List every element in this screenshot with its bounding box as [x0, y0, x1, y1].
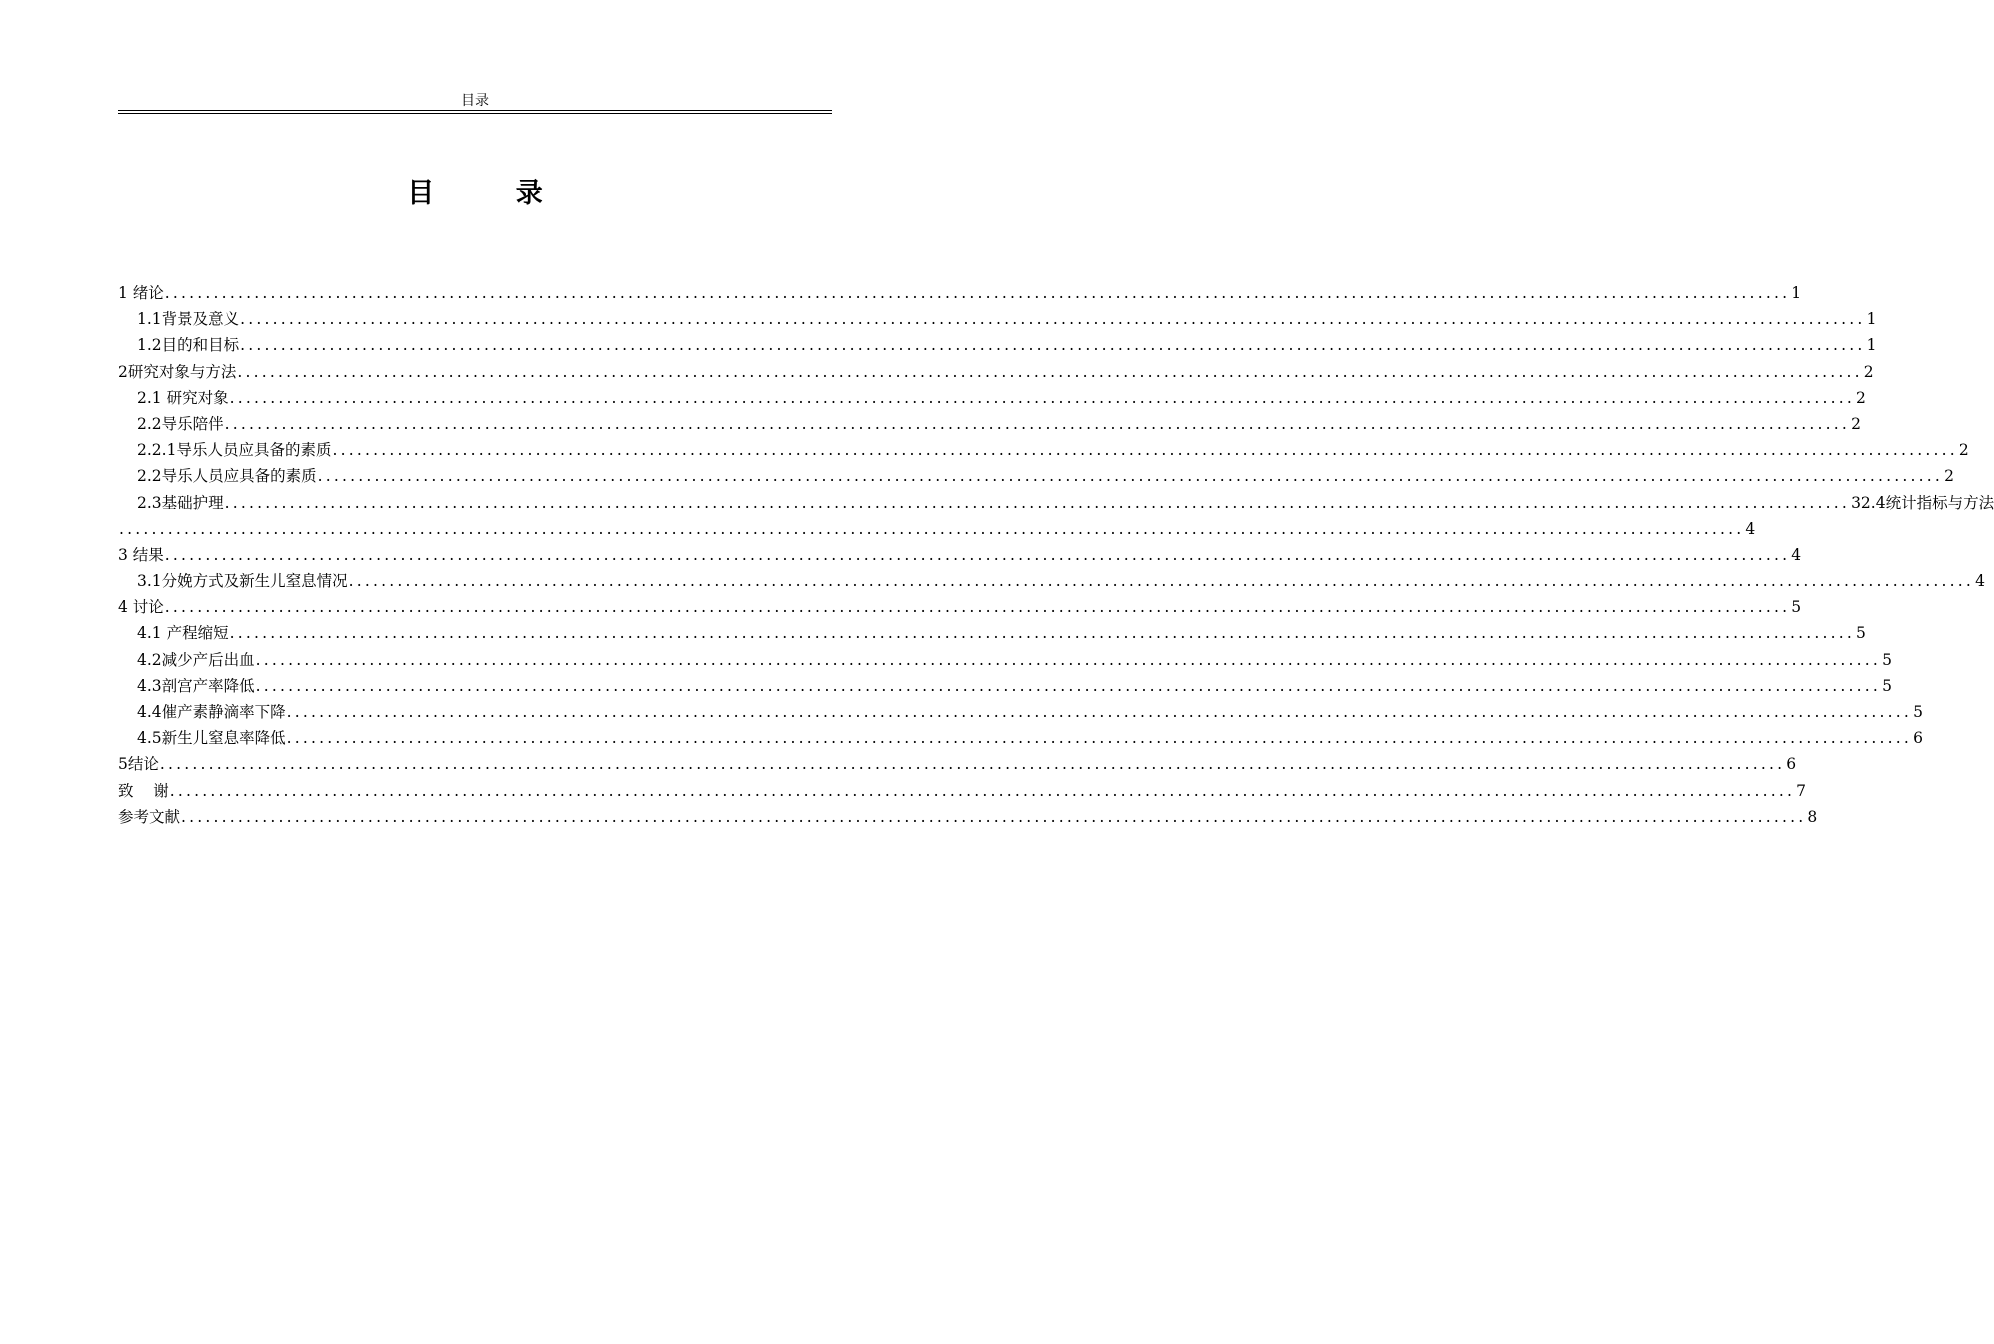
header-rule [118, 110, 832, 114]
toc-dot-leader: ........................................................................................................................................................................................................ [224, 493, 1851, 512]
toc-entry-page: 4 [1745, 519, 1756, 538]
toc-entry-label: 4.2减少产后出血 [137, 650, 255, 669]
toc-entry-page: 2 [1958, 441, 1969, 460]
toc-dot-leader: ........................................................................................................................................................................................................ [317, 467, 1944, 486]
toc-dot-leader: ........................................................................................................................................................................................................ [181, 807, 1807, 826]
toc-entry-label: 2.1 研究对象 [137, 388, 229, 407]
toc-entry[interactable] [118, 437, 1969, 463]
toc-dot-leader: ........................................................................................................................................................................................................ [332, 441, 1958, 460]
toc-entry-page: 6 [1913, 729, 1923, 748]
toc-entry-label: 1 绪论 [118, 284, 164, 302]
toc-entry-page: 4 [1791, 545, 1802, 564]
toc-entry-label: 3.1分娩方式及新生儿窒息情况 [137, 572, 348, 591]
toc-entry[interactable] [118, 306, 1877, 332]
toc-entry[interactable] [118, 778, 1806, 804]
toc-entry-page: 5 [1913, 703, 1923, 721]
toc-entry[interactable] [118, 620, 1866, 646]
toc-entry-page: 5 [1882, 676, 1892, 695]
toc-entry-page: 2 [1863, 362, 1874, 381]
toc-entry-label: 1.2目的和目标 [137, 336, 240, 355]
running-header: 目录 [461, 93, 489, 109]
toc-entry-label: 致 谢 [118, 781, 169, 800]
toc-entry-page: 4 [1975, 572, 1985, 591]
toc-entry-label: 2.2导乐陪伴 [137, 414, 224, 433]
toc-entry-label: 4 讨论 [118, 598, 164, 617]
toc-entry-page: 5 [1791, 598, 1802, 617]
toc-entry-page: 32.4统计指标与方法 [1851, 493, 1994, 512]
toc-entry-page: 5 [1882, 650, 1892, 669]
toc-entry[interactable] [118, 751, 1797, 777]
toc-entry-label: 4.1 产程缩短 [137, 624, 229, 643]
toc-entry[interactable] [118, 594, 1802, 620]
toc-dot-leader: ........................................................................................................................................................................................................ [229, 624, 1855, 643]
toc-dot-leader: ........................................................................................................................................................................................................ [237, 362, 1863, 381]
toc-entry-label: 4.3剖宫产率降低 [137, 676, 255, 695]
toc-entry-page: 6 [1786, 755, 1797, 774]
toc-entry[interactable] [118, 411, 1861, 437]
toc-dot-leader: ........................................................................................................................................................................................................ [255, 676, 1882, 695]
toc-entry[interactable] [118, 280, 1802, 306]
toc-entry-page: 1 [1866, 336, 1877, 355]
toc-dot-leader: ........................................................................................................................................................................................................ [240, 310, 1866, 329]
toc-dot-leader: ........................................................................................................................................................................................................ [164, 545, 1791, 564]
toc-entry-label: 2研究对象与方法 [118, 362, 237, 381]
toc-entry[interactable] [118, 463, 1954, 489]
toc-entry-label: 2.3基础护理 [137, 493, 224, 512]
toc-dot-leader: ........................................................................................................................................................................................................ [224, 414, 1851, 433]
toc-dot-leader: ........................................................................................................................................................................................................ [286, 729, 1913, 748]
toc-entry-page: 1 [1791, 284, 1802, 302]
toc-dot-leader: ........................................................................................................................................................................................................ [348, 572, 1975, 591]
table-of-contents [118, 280, 1994, 830]
toc-entry-page: 5 [1855, 624, 1866, 643]
toc-entry[interactable] [118, 516, 1756, 542]
toc-entry-label: 2.2导乐人员应具备的素质 [137, 467, 317, 486]
toc-entry-label: 2.2.1导乐人员应具备的素质 [137, 441, 332, 460]
toc-entry-label: 3 结果 [118, 545, 164, 564]
toc-entry-label: 4.4催产素静滴率下降 [137, 703, 286, 721]
toc-entry[interactable] [118, 647, 1892, 673]
toc-entry-label: 4.5新生儿窒息率降低 [137, 729, 286, 748]
toc-entry-page: 2 [1855, 388, 1866, 407]
toc-entry[interactable] [118, 804, 1818, 830]
toc-entry[interactable] [118, 568, 1985, 594]
toc-entry[interactable] [118, 725, 1923, 751]
toc-entry[interactable] [118, 699, 1923, 725]
toc-entry-label: 5结论 [118, 755, 159, 774]
toc-dot-leader: ........................................................................................................................................................................................................ [286, 703, 1913, 721]
toc-dot-leader: ........................................................................................................................................................................................................ [119, 519, 1745, 538]
toc-dot-leader: ........................................................................................................................................................................................................ [169, 781, 1796, 800]
toc-entry-page: 1 [1866, 310, 1877, 329]
toc-entry-page: 2 [1851, 414, 1861, 433]
toc-entry[interactable] [118, 542, 1802, 568]
toc-entry-page: 2 [1944, 467, 1954, 486]
toc-dot-leader: ........................................................................................................................................................................................................ [164, 598, 1791, 617]
toc-entry[interactable] [118, 359, 1874, 385]
page-title: 目 录 [407, 178, 579, 209]
toc-entry[interactable] [118, 385, 1866, 411]
toc-entry-page: 8 [1807, 807, 1818, 826]
toc-dot-leader: ........................................................................................................................................................................................................ [240, 336, 1866, 355]
toc-dot-leader: ........................................................................................................................................................................................................ [164, 284, 1791, 302]
toc-entry-label: 1.1背景及意义 [137, 310, 240, 329]
toc-entry[interactable] [118, 673, 1892, 699]
toc-dot-leader: ........................................................................................................................................................................................................ [255, 650, 1882, 669]
toc-entry-label: 参考文献 [118, 807, 181, 826]
toc-dot-leader: ........................................................................................................................................................................................................ [229, 388, 1855, 407]
toc-entry-page: 7 [1796, 781, 1806, 800]
toc-entry[interactable] [118, 490, 1994, 516]
toc-dot-leader: ........................................................................................................................................................................................................ [159, 755, 1786, 774]
toc-entry[interactable] [118, 332, 1877, 358]
